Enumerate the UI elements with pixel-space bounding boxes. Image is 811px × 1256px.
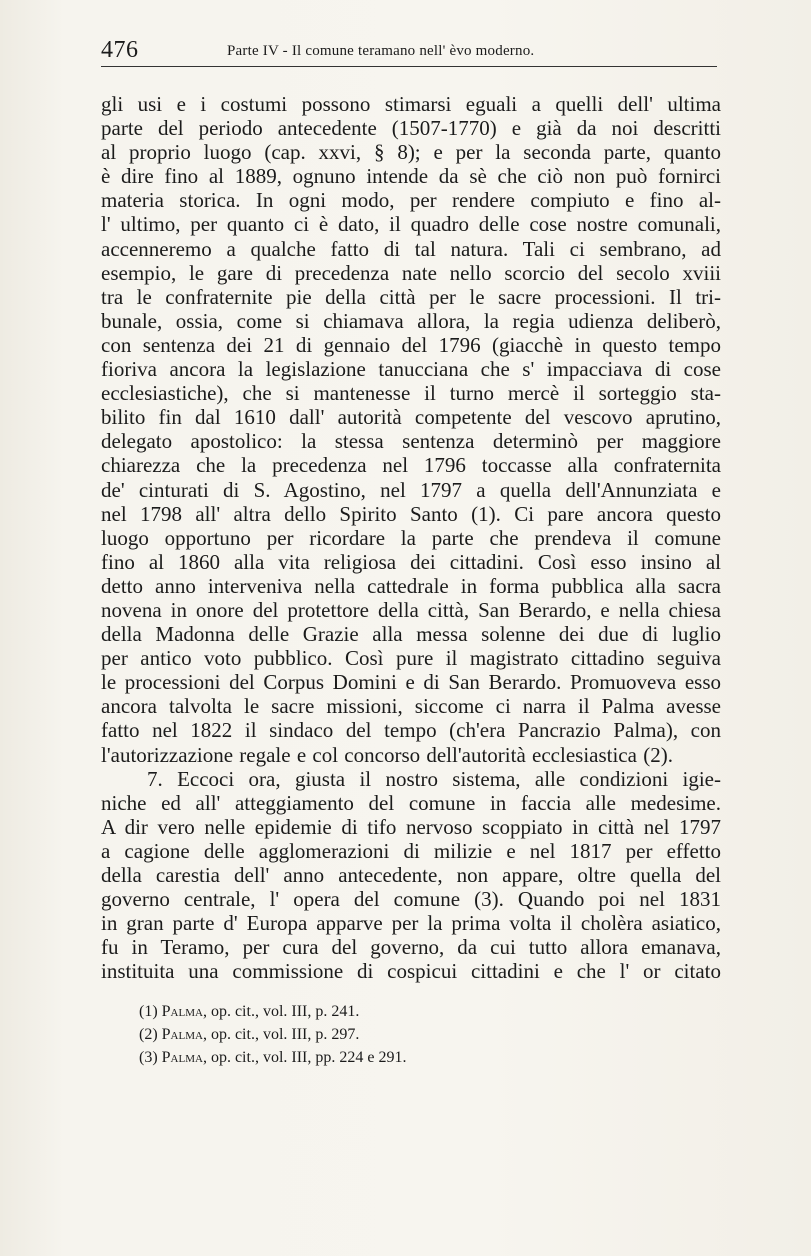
text-line: governo centrale, l' opera del comune (3). Quando poi nel 1831 [101,887,721,912]
text-line: l' ultimo, per quanto ci è dato, il quadro delle cose nostre comunali, [101,212,721,237]
footnote-number: (2) [139,1026,158,1043]
footnote-author: Palma [161,1003,203,1020]
text-line: ancora talvolta le sacre missioni, siccome ci narra il Palma avesse [101,694,721,719]
text-line: gli usi e i costumi possono stimarsi eguali a quelli dell' ultima [101,92,721,116]
footnote-author: Palma [161,1049,203,1066]
footnote-number: (3) [139,1049,158,1066]
text-line: a cagione delle agglomerazioni di milizie e nel 1817 per effetto [101,838,721,863]
text-line: delegato apostolico: la stessa sentenza determinò per maggiore [101,429,721,454]
text-line: è dire fino al 1889, ognuno intende da sè che ciò non può fornirci [101,164,721,189]
footnote [139,1000,639,1023]
text-line: detto anno interveniva nella cattedrale in forma pubblica alla sacra [101,573,721,598]
text-line: in gran parte d' Europa apparve per la prima volta il cholèra asiatico, [101,911,721,936]
text-line: bunale, ossia, come si chiamava allora, la regia udienza deliberò, [101,308,721,333]
text-line: fu in Teramo, per cura del governo, da cui tutto allora emanava, [101,935,721,960]
text-line: chiarezza che la precedenza nel 1796 toccasse alla confraternita [101,453,721,478]
page-number: 476 [101,37,139,63]
text-line: materia storica. In ogni modo, per rendere compiuto e fino al- [101,188,721,213]
section-start-line: 7. Eccoci ora, giusta il nostro sistema, alle condizioni igie- [147,766,721,791]
text-line: tra le confraternite pie della città per le sacre processioni. Il tri- [101,284,721,309]
text-line: accenneremo a qualche fatto di tal natura. Tali ci sembrano, ad [101,236,721,261]
page-header [101,38,717,62]
text-line: della Madonna delle Grazie alla messa solenne dei due di luglio [101,622,721,647]
text-line: l'autorizzazione regale e col concorso dell'autorità ecclesiastica (2). [101,742,673,767]
body-text [101,92,721,983]
text-line: ecclesiastiche), che si mantenesse il turno mercè il sorteggio sta- [101,381,721,406]
text-line: fioriva ancora la legislazione tanucciana che s' impacciava di cose [101,357,721,382]
text-line: fatto nel 1822 il sindaco del tempo (ch'era Pancrazio Palma), con [101,718,721,743]
text-line: esempio, le gare di precedenza nate nello scorcio del secolo xviii [101,260,721,285]
text-line: A dir vero nelle epidemie di tifo nervoso scoppiato in città nel 1797 [101,814,721,839]
header-rule [101,66,717,67]
running-head: Parte IV - Il comune teramano nell' èvo moderno. [227,43,535,59]
text-line: con sentenza dei 21 di gennaio del 1796 (giacchè in questo tempo [101,332,721,357]
text-line: le processioni del Corpus Domini e di San Berardo. Promuoveva esso [101,670,721,695]
footnote-reference: , op. cit., vol. III, p. 241. [202,1003,360,1020]
text-line: novena in onore del protettore della città, San Berardo, e nella chiesa [101,597,721,622]
footnotes [139,1000,639,1069]
footnote-reference: , op. cit., vol. III, p. 297. [202,1026,360,1043]
text-line: fino al 1860 alla vita religiosa dei cittadini. Così esso insino al [101,549,721,574]
footnote [139,1046,639,1069]
footnote-author: Palma [161,1026,203,1043]
text-line: per antico voto pubblico. Così pure il magistrato cittadino seguiva [101,646,721,671]
text-line: de' cinturati di S. Agostino, nel 1797 a quella dell'Annunziata e [101,477,721,502]
footnote [139,1023,639,1046]
footnote-reference: , op. cit., vol. III, pp. 224 e 291. [202,1049,407,1066]
text-line: nel 1798 all' altra dello Spirito Santo (1). Ci pare ancora questo [101,501,721,526]
text-line: parte del periodo antecedente (1507-1770) e già da noi descritti [101,116,721,141]
text-line: luogo opportuno per ricordare la parte che prendeva il comune [101,525,721,550]
text-line: instituita una commissione di cospicui cittadini e che l' or citato [101,959,721,984]
text-line: al proprio luogo (cap. xxvi, § 8); e per la seconda parte, quanto [101,140,721,165]
text-line: niche ed all' atteggiamento del comune in faccia alle medesime. [101,790,721,815]
text-line: della carestia dell' anno antecedente, non appare, oltre quella del [101,863,721,887]
text-line: bilito fin dal 1610 dall' autorità competente del vescovo aprutino, [101,405,721,430]
footnote-number: (1) [139,1003,158,1020]
